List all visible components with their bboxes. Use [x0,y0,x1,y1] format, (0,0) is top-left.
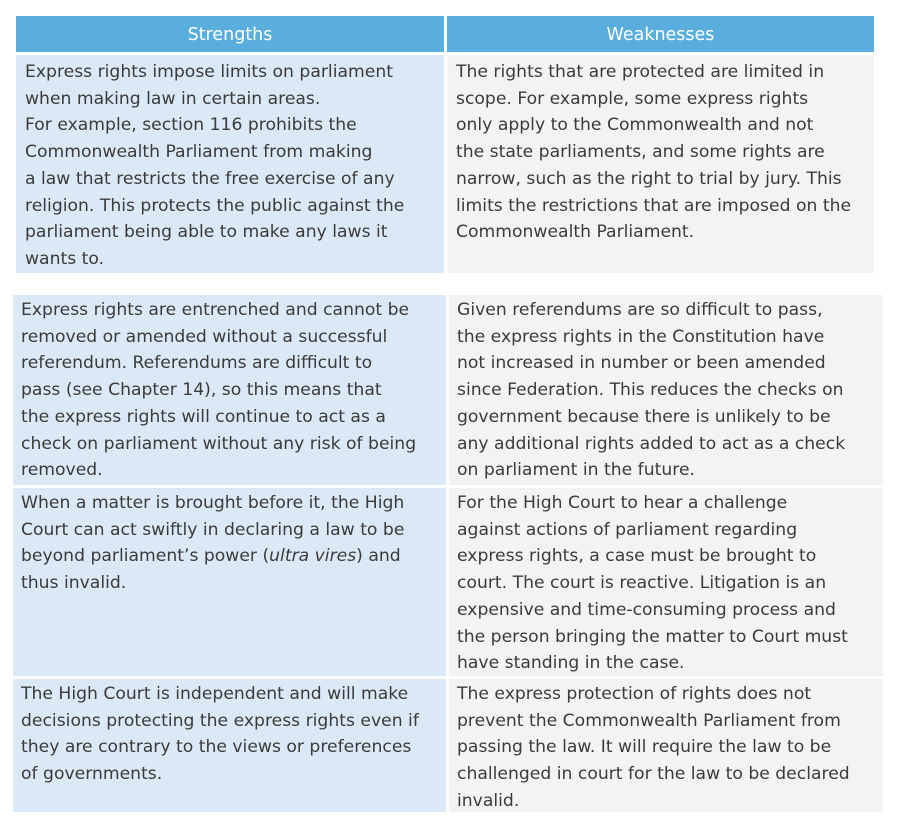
weakness-cell: For the High Court to hear a challenge against actions of parliament regarding express rights, a case must be brought to court. The court is reactive. Litigation is an expensive and time-consuming process and the person bringing the matter to Court must have standing in the case. [449,488,883,676]
strengths-weaknesses-table-top [16,16,874,273]
strength-cell: The High Court is independent and will make decisions protecting the express rights even if they are contrary to the views or preferences of governments. [13,679,446,812]
strength-cell: Express rights impose limits on parliament when making law in certain areas. For example, section 116 prohibits the Commonwealth Parliament from making a law that restricts the free exercise of any religion. This protects the public against the parliament being able to make any laws it wants to. [16,55,444,273]
weakness-cell: The rights that are protected are limited in scope. For example, some express rights only apply to the Commonwealth and not the state parliaments, and some rights are narrow, such as the right to trial by jury. This limits the restrictions that are imposed on the Commonwealth Parliament. [447,55,874,273]
strengths-header: Strengths [16,16,444,52]
strength-text-before: When a matter is brought before it, the High Court can act swiftly in declaring a law to be beyond parliament’s power ( [21,493,405,567]
strengths-weaknesses-table-bottom [13,295,883,812]
weaknesses-header: Weaknesses [447,16,874,52]
table-row [13,295,883,485]
strength-cell: Express rights are entrenched and cannot be removed or amended without a successful referendum. Referendums are difficult to pass (see Chapter 14), so this means that the express rights will continue to act as a check on parliament without any risk of being removed. [13,295,446,485]
weakness-cell: The express protection of rights does not prevent the Commonwealth Parliament from passing the law. It will require the law to be challenged in court for the law to be declared invalid. [449,679,883,812]
strength-text-after: ) and thus invalid. [21,546,401,594]
strength-text-italic: ultra vires [269,546,357,567]
weakness-cell: Given referendums are so difficult to pass, the express rights in the Constitution have not increased in number or been amended since Federation. This reduces the checks on government because there is unlikely to be any additional rights added to act as a check on parliament in the future. [449,295,883,485]
table-row [13,488,883,676]
table-header-row [16,16,874,52]
strength-cell [13,488,446,676]
table-row [13,679,883,812]
table-row [16,55,874,273]
